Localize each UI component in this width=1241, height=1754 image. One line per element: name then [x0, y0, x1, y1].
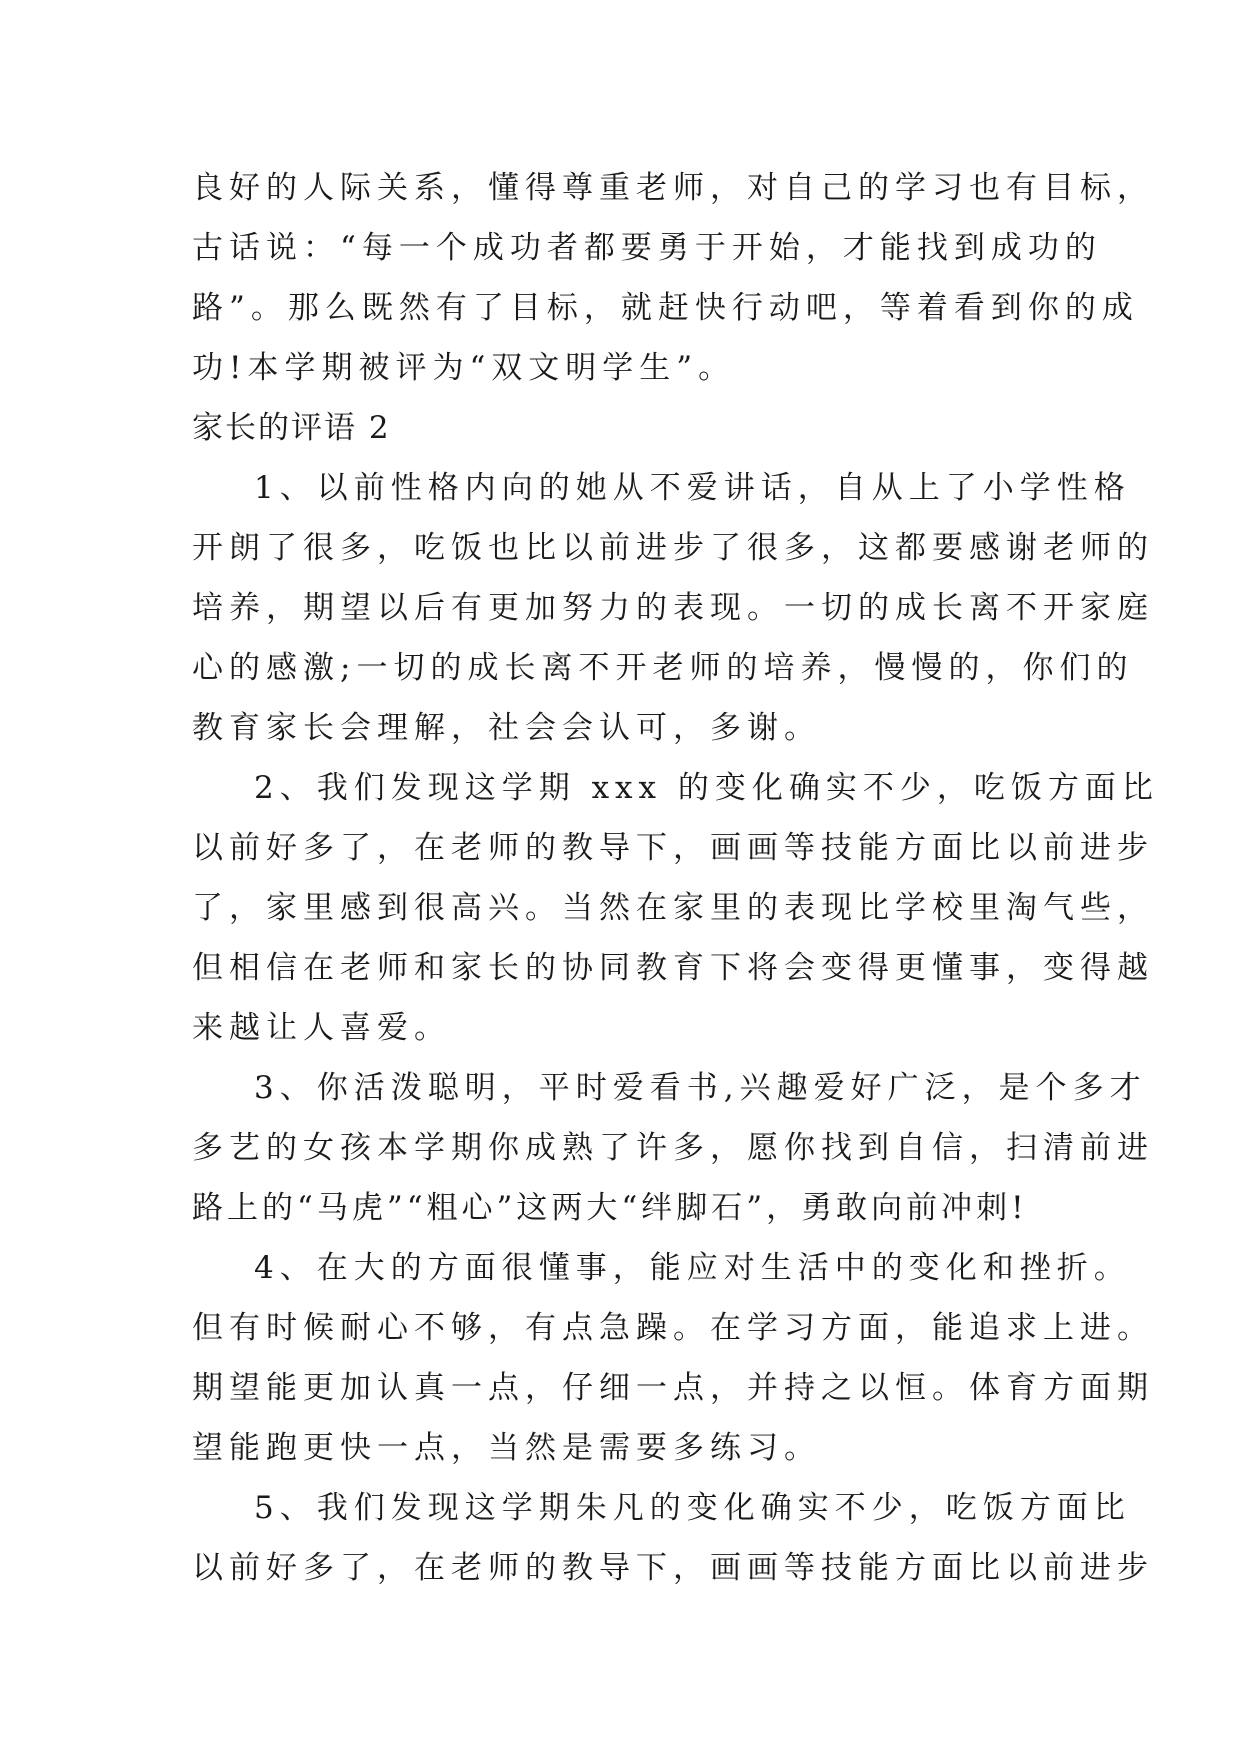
document-page — [192, 158, 1159, 1598]
text-line: 但有时候耐心不够，有点急躁。在学习方面，能追求上进。 — [192, 1310, 1154, 1346]
text-line: 培养，期望以后有更加努力的表现。一切的成长离不开家庭 — [192, 590, 1154, 626]
text-line: 开朗了很多，吃饭也比以前进步了很多，这都要感谢老师的 — [192, 530, 1154, 566]
text-line: 功!本学期被评为“双文明学生”。 — [192, 350, 736, 386]
text-line: 来越让人喜爱。 — [192, 1010, 451, 1046]
text-line: 2、我们发现这学期 xxx 的变化确实不少，吃饭方面比 — [254, 770, 1159, 806]
text-line: 了，家里感到很高兴。当然在家里的表现比学校里淘气些， — [192, 890, 1154, 926]
text-line: 古话说：“每一个成功者都要勇于开始，才能找到成功的 — [192, 230, 1102, 266]
text-line: 但相信在老师和家长的协同教育下将会变得更懂事，变得越 — [192, 950, 1154, 986]
text-line: 4、在大的方面很懂事，能应对生活中的变化和挫折。 — [254, 1250, 1131, 1286]
text-line: 期望能更加认真一点，仔细一点，并持之以恒。体育方面期 — [192, 1370, 1154, 1406]
text-line: 以前好多了，在老师的教导下，画画等技能方面比以前进步 — [192, 830, 1154, 866]
text-line: 1、以前性格内向的她从不爱讲话，自从上了小学性格 — [254, 470, 1131, 506]
text-line: 路上的“马虎”“粗心”这两大“绊脚石”，勇敢向前冲刺! — [192, 1190, 1028, 1226]
text-line: 以前好多了，在老师的教导下，画画等技能方面比以前进步 — [192, 1550, 1154, 1586]
text-line: 良好的人际关系，懂得尊重老师，对自己的学习也有目标， — [192, 170, 1154, 206]
text-line: 教育家长会理解，社会会认可，多谢。 — [192, 710, 821, 746]
text-line: 3、你活泼聪明，平时爱看书,兴趣爱好广泛，是个多才 — [254, 1070, 1147, 1106]
text-line: 5、我们发现这学期朱凡的变化确实不少，吃饭方面比 — [254, 1490, 1131, 1526]
text-line: 多艺的女孩本学期你成熟了许多，愿你找到自信，扫清前进 — [192, 1130, 1154, 1166]
text-line: 望能跑更快一点，当然是需要多练习。 — [192, 1430, 821, 1466]
section-title: 家长的评语 2 — [192, 410, 391, 446]
text-line: 心的感激;一切的成长离不开老师的培养，慢慢的，你们的 — [192, 650, 1134, 686]
text-line: 路”。那么既然有了目标，就赶快行动吧，等着看到你的成 — [192, 290, 1139, 326]
